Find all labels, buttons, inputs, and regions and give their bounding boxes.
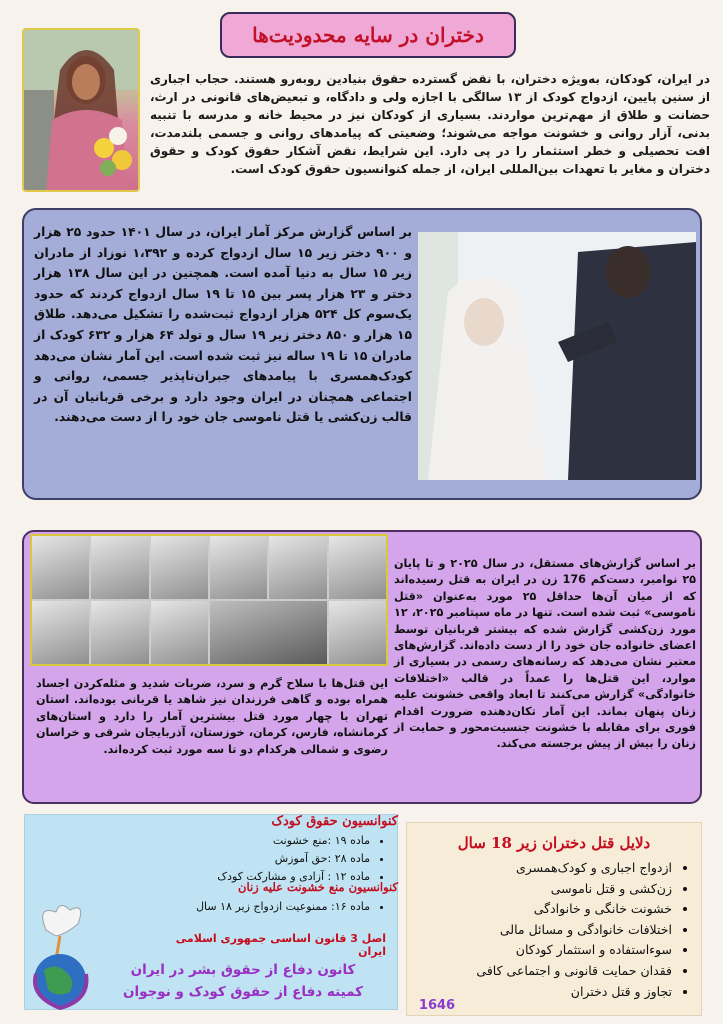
women-violence-convention-title: کنوانسیون منع خشونت علیه زنان	[238, 880, 398, 894]
list-item: • ماده ۱۶: ممنوعیت ازدواج زیر ۱۸ سال	[150, 898, 370, 916]
raised-hand-photo	[210, 601, 327, 664]
femicide-reports-paragraph: بر اساس گزارش‌های مستقل، در سال ۲۰۲۵ و تا پایان ۲۵ نوامبر، دست‌کم 176 زن در ایران به قتل رسیده‌اند که از میان آن‌ها حداقل ۲۵ مورد به‌عنوان «قتل ناموسی» ثبت شده است. تنها در ماه سپتامبر ۲۰۲۵، ۱۲ مورد زن‌کشی گزارش شده که بیشتر قربانیان توسط اعضای خانواده جان خود را از دست داده‌اند. گزارش‌های معتبر نشان می‌دهد که رسانه‌های رسمی در بسیاری از موارد، این قتل‌ها را عمداً در قالب «اختلافات خانوادگی» گزارش می‌کنند تا ابعاد واقعی خشونت علیه زنان پنهان بماند. این آمار تکان‌دهنده ضرورت اقدام فوری برای مقابله با خشونت جنسیت‌محور و حمایت از زنان را بیش از پیش برجسته می‌کند.	[394, 557, 696, 751]
intro-paragraph: در ایران، کودکان، به‌ویژه دختران، با نقض گسترده حقوق بنیادین روبه‌رو هستند. حجاب اجباری از سنین پایین، ازدواج کودک از ۱۳ سالگی با اجازه ولی و دادگاه، و تبعیض‌های قانونی در ارث، حضانت و طلاق از مهم‌ترین مواردند. بسیاری از کودکان نیز در محیط خانه و مدرسه با تنبیه بدنی، آزار روانی و خشونت مواجه می‌شوند؛ وضعیتی که پیامدهای روانی و جسمی بلندمدت، افت تحصیلی و خطر استثمار را در پی دارد. این شرایط، نقض آشکار حقوق کودک و حقوق دختران و مغایر با تعهدات بین‌المللی ایران، از جمله کنوانسیون حقوق کودک است.	[150, 72, 710, 176]
victim-photo	[32, 601, 89, 664]
child-rights-articles-list	[150, 832, 386, 886]
victim-photo	[91, 601, 148, 664]
victim-photo	[151, 601, 208, 664]
list-item: • ماده ۱۲ : آزادی و مشارکت کودک	[150, 868, 370, 886]
list-item: • ازدواج اجباری و کودک‌همسری	[420, 858, 672, 879]
constitution-article: اصل 3 قانون اساسی جمهوری اسلامی ایران	[175, 932, 386, 958]
murder-details-paragraph: این قتل‌ها با سلاح گرم و سرد، ضربات شدید و مثله‌کردن اجساد همراه بوده و گاهی فرزندان نیز شاهد یا قربانی بوده‌اند. استان تهران با چهار مورد قتل بیشترین آمار را دارد و استان‌های کرمانشاه، فارس، کرمان، خوزستان، آذربایجان شرقی و خراسان رضوی و شمالی هرکدام دو تا سه مورد ثبت کرده‌اند.	[36, 677, 388, 756]
reasons-title: دلایل قتل دختران زیر 18 سال	[457, 834, 651, 852]
victim-photo	[269, 536, 326, 599]
victim-photo	[329, 536, 386, 599]
victim-photo	[329, 601, 386, 664]
list-item: • سوءاستفاده و استثمار کودکان	[420, 940, 672, 961]
list-item: • زن‌کشی و قتل ناموسی	[420, 879, 672, 900]
globe-dove-logo	[26, 900, 100, 1014]
victim-photo	[210, 536, 267, 599]
list-item: • فقدان حمایت قانونی و اجتماعی کافی	[420, 961, 672, 982]
list-item: • ماده ۱۹ :منع خشونت	[150, 832, 370, 850]
page-title: دختران در سایه محدودیت‌ها	[252, 23, 484, 47]
list-item: • خشونت خانگی و خانوادگی	[420, 899, 672, 920]
list-item: • ماده ۲۸ :حق آموزش	[150, 850, 370, 868]
child-bride-photo	[418, 232, 696, 480]
women-convention-articles-list	[150, 898, 386, 916]
girl-with-flowers-photo	[22, 28, 140, 192]
list-item: • اختلافات خانوادگی و مسائل مالی	[420, 920, 672, 941]
victim-photo	[91, 536, 148, 599]
page-title-box	[220, 12, 516, 58]
page-number: 1646	[418, 998, 456, 1013]
child-rights-convention-title: کنوانسیون حقوق کودک	[271, 814, 398, 829]
victim-photo	[32, 536, 89, 599]
stats-paragraph: بر اساس گزارش مرکز آمار ایران، در سال ۱۴۰۱ حدود ۲۵ هزار و ۹۰۰ دختر زیر ۱۵ سال ازدواج کرده و ۱،۳۹۲ نوزاد از مادران زیر ۱۵ سال به دنیا آمده است. همچنین در این سال ۱۳۸ هزار دختر و ۲۳ هزار پسر بین ۱۵ تا ۱۹ سال ازدواج کردند که حدود یک‌سوم کل ۵۲۴ هزار ازدواج ثبت‌شده را تشکیل می‌دهد. طلاق ۱۵ هزار و ۸۵۰ دختر زیر ۱۹ سال و تولد ۶۴ هزار و ۶۳۲ کودک از مادران ۱۵ تا ۱۹ ساله نیز ثبت شده است. این آمار نشان می‌دهد کودک‌همسری با پیامدهای جبران‌ناپذیر جسمی، روانی و اجتماعی همچنان در ایران وجود دارد و برخی قربانیان آن در قالب زن‌کشی یا قتل ناموسی جان خود را از دست می‌دهند.	[34, 225, 413, 425]
organization-name: کمیته دفاع از حقوق کودک و نوجوان	[122, 984, 364, 1000]
victim-photo	[151, 536, 208, 599]
victims-photo-collage	[30, 534, 388, 666]
list-item: • تجاوز و قتل دختران	[420, 982, 672, 1003]
reasons-list	[420, 858, 694, 1002]
organization-name: کانون دفاع از حقوق بشر در ایران	[130, 962, 356, 978]
